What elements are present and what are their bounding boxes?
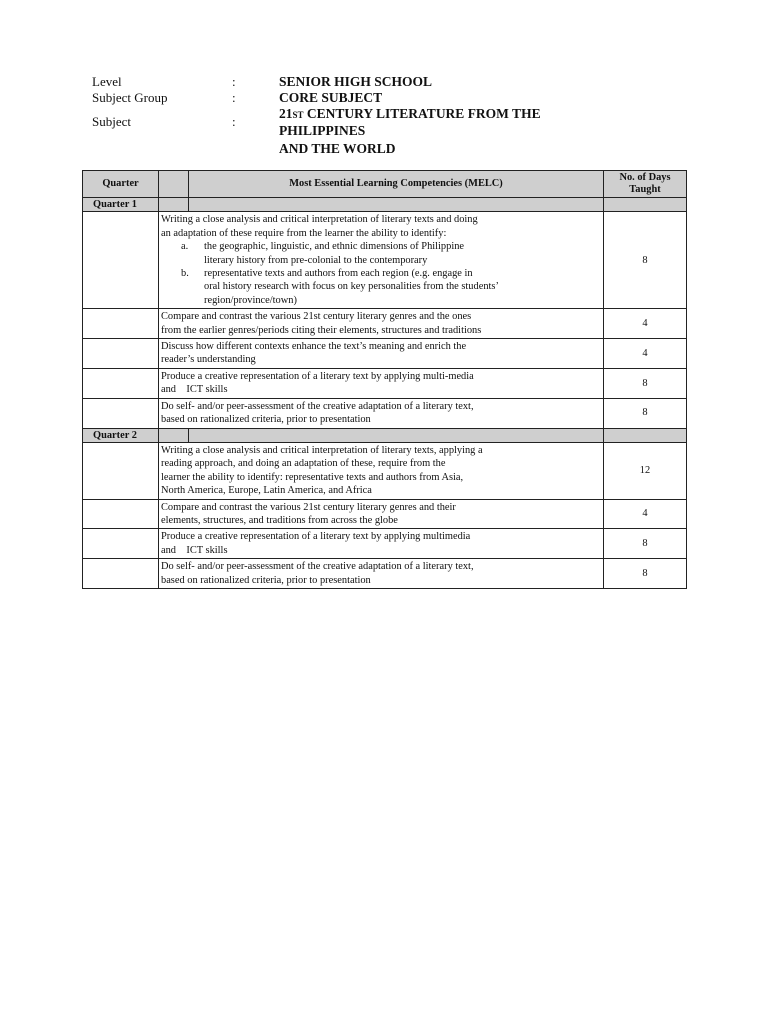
quarter-cell-empty [83, 499, 159, 529]
melc-table-container [82, 170, 686, 589]
quarter-cell-empty [83, 368, 159, 398]
subitem-continuation: region/province/town) [204, 294, 297, 306]
melc-line: Produce a creative representation of a literary text by applying multimedia [161, 531, 471, 543]
header-gap-cell [159, 171, 189, 198]
subject-title-part1: CENTURY LITERATURE FROM THE [303, 106, 541, 121]
melc-line: reading approach, and doing an adaptation of these, require from the [161, 458, 446, 470]
melc-line: and ICT skills [161, 384, 228, 396]
subject-group-value: CORE SUBJECT [279, 90, 383, 105]
subject-row [92, 106, 652, 157]
quarter-2-days-empty [604, 428, 687, 442]
subject-value [279, 106, 541, 157]
melc-subitem-a [161, 240, 601, 253]
melc-cell [159, 529, 604, 559]
melc-line: from the earlier genres/periods citing their elements, structures and traditions [161, 324, 482, 336]
melc-line: Compare and contrast the various 21st century literary genres and their [161, 501, 456, 513]
level-row [92, 74, 652, 90]
melc-line: North America, Europe, Latin America, and Africa [161, 485, 372, 497]
melc-cell [159, 309, 604, 339]
subject-group-row [92, 90, 652, 106]
melc-line: Produce a creative representation of a literary text by applying multi-media [161, 370, 474, 382]
document-header [92, 74, 652, 157]
melc-line: Do self- and/or peer-assessment of the creative adaptation of a literary text, [161, 400, 474, 412]
subitem-continuation: oral history research with focus on key personalities from the students’ [204, 281, 499, 293]
quarter-1-gap [159, 198, 189, 212]
quarter-2-label: Quarter 2 [83, 428, 159, 442]
quarter-1-days-empty [604, 198, 687, 212]
melc-line: and ICT skills [161, 544, 228, 556]
header-days-line1: No. of Days [619, 172, 671, 183]
days-cell: 8 [604, 212, 687, 309]
subject-value-line1 [279, 106, 541, 123]
header-quarter: Quarter [83, 171, 159, 198]
days-cell: 8 [604, 529, 687, 559]
header-days-line2: Taught [629, 184, 661, 195]
quarter-2-gap [159, 428, 189, 442]
days-cell: 8 [604, 559, 687, 589]
table-row [83, 398, 687, 428]
table-row [83, 529, 687, 559]
quarter-cell-empty [83, 442, 159, 499]
days-cell: 8 [604, 368, 687, 398]
table-header-row [83, 171, 687, 198]
melc-table [82, 170, 687, 589]
quarter-1-label: Quarter 1 [83, 198, 159, 212]
melc-line: Do self- and/or peer-assessment of the creative adaptation of a literary text, [161, 561, 474, 573]
subitem-text: representative texts and authors from each region (e.g. engage in [204, 268, 473, 280]
subject-label: Subject [92, 114, 131, 129]
melc-line: Writing a close analysis and critical interpretation of literary texts, applying a [161, 444, 483, 456]
quarter-1-row [83, 198, 687, 212]
table-row [83, 212, 687, 309]
level-label: Level [92, 74, 122, 89]
subject-group-colon: : [232, 90, 236, 105]
melc-line: elements, structures, and traditions from across the globe [161, 514, 398, 526]
melc-cell [159, 559, 604, 589]
header-days [604, 171, 687, 198]
level-value: SENIOR HIGH SCHOOL [279, 74, 433, 89]
days-cell: 4 [604, 339, 687, 369]
subitem-continuation: literary history from pre-colonial to the contemporary [204, 254, 428, 266]
subitem-marker: a. [181, 241, 189, 253]
quarter-2-row [83, 428, 687, 442]
days-cell: 4 [604, 499, 687, 529]
quarter-cell-empty [83, 529, 159, 559]
subject-value-line3: AND THE WORLD [279, 141, 396, 156]
melc-line: an adaptation of these require from the learner the ability to identify: [161, 227, 447, 239]
melc-cell [159, 212, 604, 309]
melc-line: based on rationalized criteria, prior to presentation [161, 414, 371, 426]
quarter-cell-empty [83, 212, 159, 309]
subject-group-label: Subject Group [92, 90, 168, 105]
melc-cell [159, 398, 604, 428]
quarter-cell-empty [83, 309, 159, 339]
table-row [83, 339, 687, 369]
melc-cell [159, 368, 604, 398]
level-colon: : [232, 74, 236, 89]
subitem-text: the geographic, linguistic, and ethnic dimensions of Philippine [204, 241, 465, 253]
subitem-marker: b. [181, 268, 189, 280]
melc-line: reader’s understanding [161, 354, 256, 366]
melc-cell [159, 442, 604, 499]
table-row [83, 309, 687, 339]
quarter-2-melc-empty [189, 428, 604, 442]
table-row [83, 499, 687, 529]
quarter-cell-empty [83, 398, 159, 428]
days-cell: 12 [604, 442, 687, 499]
melc-line: Writing a close analysis and critical interpretation of literary texts and doing [161, 214, 478, 226]
subject-colon: : [232, 114, 236, 129]
subject-ordinal-suffix: ST [292, 110, 304, 120]
melc-line: based on rationalized criteria, prior to presentation [161, 574, 371, 586]
subject-value-line2: PHILIPPINES [279, 123, 366, 138]
subject-number: 21 [279, 106, 293, 121]
melc-line: Compare and contrast the various 21st century literary genres and the ones [161, 311, 472, 323]
quarter-cell-empty [83, 339, 159, 369]
header-melc: Most Essential Learning Competencies (MELC) [189, 171, 604, 198]
quarter-cell-empty [83, 559, 159, 589]
days-cell: 8 [604, 398, 687, 428]
melc-cell [159, 499, 604, 529]
table-row [83, 442, 687, 499]
table-row [83, 368, 687, 398]
quarter-1-melc-empty [189, 198, 604, 212]
melc-line: Discuss how different contexts enhance the text’s meaning and enrich the [161, 341, 467, 353]
days-cell: 4 [604, 309, 687, 339]
melc-cell [159, 339, 604, 369]
melc-subitem-b [161, 267, 601, 280]
table-row [83, 559, 687, 589]
melc-line: learner the ability to identify: representative texts and authors from Asia, [161, 471, 464, 483]
